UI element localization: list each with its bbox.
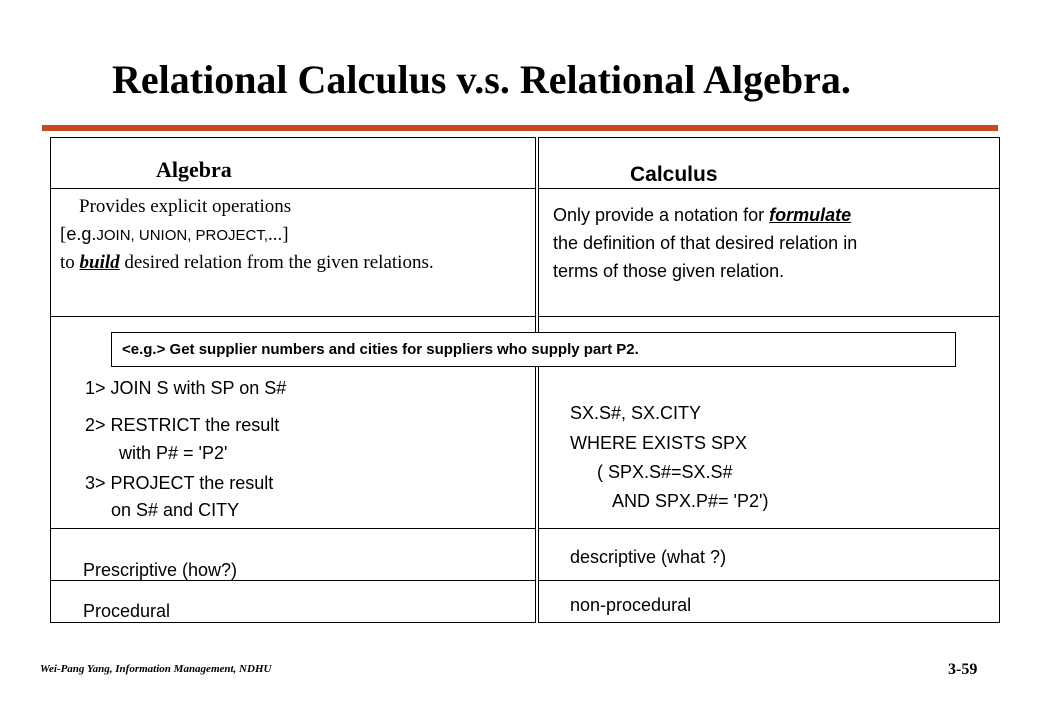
algebra-desc-line3	[60, 252, 434, 274]
calculus-heading: Calculus	[630, 163, 718, 186]
formulate-emphasis: formulate	[769, 205, 852, 225]
algebra-desc-line2	[60, 224, 289, 246]
algebra-steps-divider	[50, 528, 536, 529]
algebra-desc-line3-post: desired relation from the given relations.	[119, 252, 434, 273]
bracket-open: [	[60, 224, 67, 245]
algebra-right-border	[535, 137, 536, 623]
algebra-bottom-border	[50, 622, 536, 623]
build-emphasis: build	[79, 252, 120, 273]
algebra-heading-divider	[50, 188, 536, 189]
algebra-step-3-detail: on S# and CITY	[111, 500, 240, 520]
algebra-kind: Procedural	[83, 601, 171, 621]
calculus-style: descriptive (what ?)	[570, 547, 727, 567]
calculus-kind: non-procedural	[570, 595, 692, 615]
operation-list: JOIN, UNION, PROJECT,	[96, 227, 269, 244]
algebra-step-2-detail: with P# = 'P2'	[119, 443, 228, 463]
calculus-query-line2: WHERE EXISTS SPX	[570, 433, 748, 453]
algebra-desc-line1: Provides explicit operations	[79, 196, 292, 217]
slide-title: Relational Calculus v.s. Relational Algebra.	[112, 57, 851, 102]
calculus-left-border	[538, 137, 539, 623]
calculus-desc-line1-pre: Only provide a notation for	[553, 205, 770, 225]
algebra-step-2: 2> RESTRICT the result	[85, 415, 280, 435]
algebra-step-3: 3> PROJECT the result	[85, 473, 274, 493]
calculus-style-divider	[538, 580, 1000, 581]
algebra-top-border	[50, 137, 536, 138]
algebra-desc-divider	[50, 316, 536, 317]
calculus-desc-line1	[553, 205, 851, 226]
calculus-desc-line3: terms of those given relation.	[553, 261, 785, 281]
calculus-query-line4: AND SPX.P#= 'P2')	[612, 491, 769, 511]
calculus-desc-divider	[538, 316, 1000, 317]
calculus-top-border	[538, 137, 1000, 138]
calculus-heading-divider	[538, 188, 1000, 189]
calculus-query-divider	[538, 528, 1000, 529]
calculus-right-border	[999, 137, 1000, 623]
footer-credit: Wei-Pang Yang, Information Management, NDHU	[40, 663, 272, 675]
eg-label: e.g.	[66, 224, 97, 244]
calculus-desc-line2: the definition of that desired relation in	[553, 233, 858, 253]
bracket-close: ...]	[268, 224, 289, 245]
algebra-left-border	[50, 137, 51, 623]
algebra-step-1: 1> JOIN S with SP on S#	[85, 378, 287, 398]
algebra-heading: Algebra	[156, 157, 232, 182]
calculus-query-line1: SX.S#, SX.CITY	[570, 403, 702, 423]
algebra-desc-line3-pre: to	[60, 252, 80, 273]
calculus-query-line3: ( SPX.S#=SX.S#	[597, 462, 733, 482]
calculus-bottom-border	[538, 622, 1000, 623]
title-rule	[42, 125, 998, 131]
example-box: <e.g.> Get supplier numbers and cities for suppliers who supply part P2.	[111, 332, 956, 367]
page-number: 3-59	[948, 661, 978, 678]
algebra-style: Prescriptive (how?)	[83, 560, 238, 580]
